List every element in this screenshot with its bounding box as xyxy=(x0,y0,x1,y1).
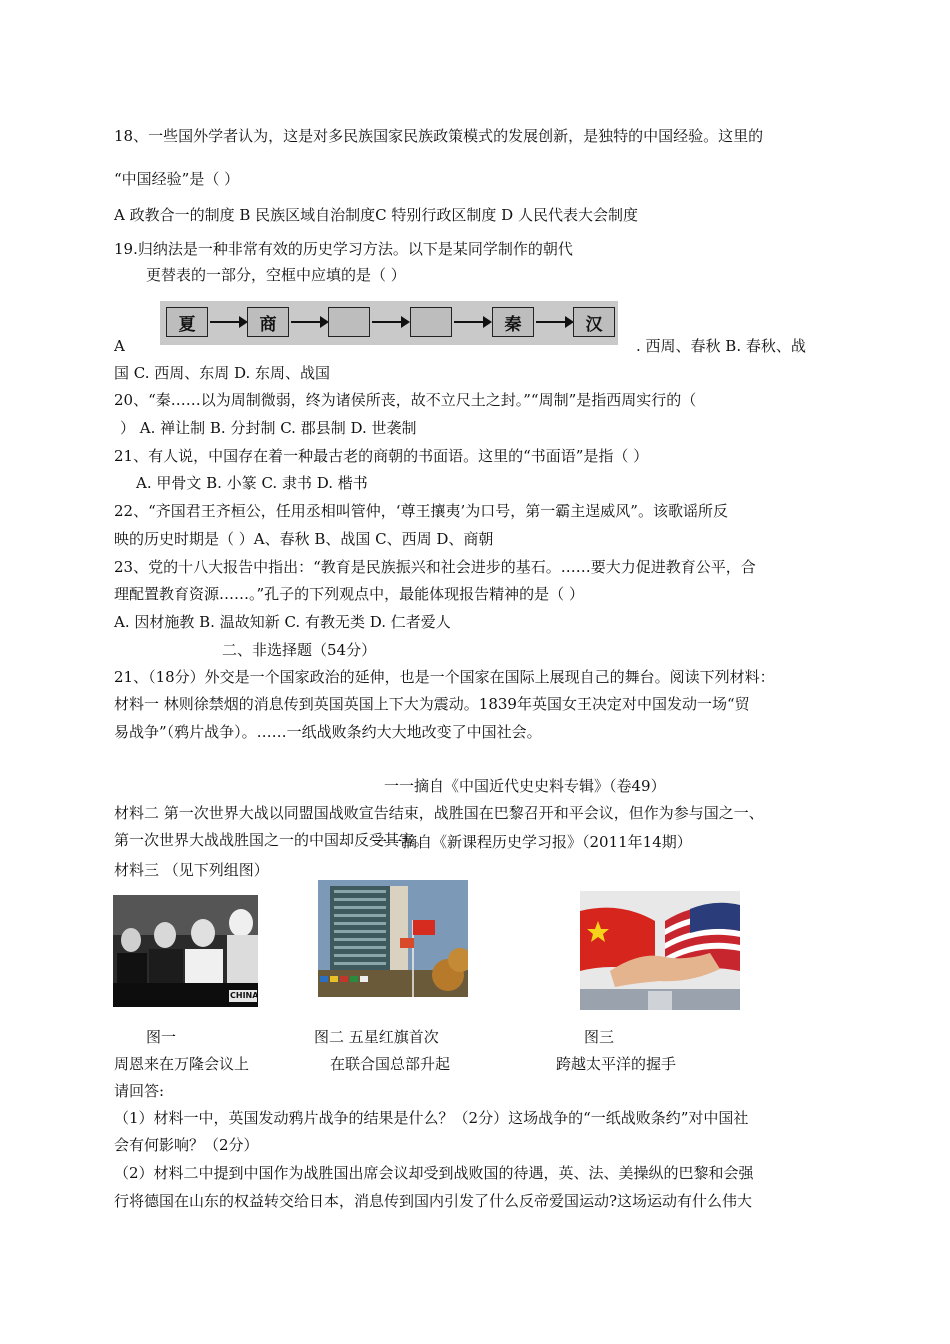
q20-line2: ） A. 禅让制 B. 分封制 C. 郡县制 D. 世袭制 xyxy=(120,419,417,437)
q21a-line2: A. 甲骨文 B. 小篆 C. 隶书 D. 楷书 xyxy=(136,474,368,492)
material1-line2: 易战争”（鸦片战争）。……一纸战败条约大大地改变了中国社会。 xyxy=(114,723,542,741)
q21b-line1: 21、（18分）外交是一个国家政治的延伸，也是一个国家在国际上展现自己的舞台。阅读下列材料： xyxy=(114,668,775,686)
material2-source: 一一摘自《新课程历史学习报》（2011年14期） xyxy=(372,833,692,851)
dynasty-box-blank-2 xyxy=(410,307,452,337)
q23-line2: 理配置教育资源……。”孔子的下列观点中，最能体现报告精神的是（ ） xyxy=(114,585,584,603)
photo-un-illustration xyxy=(318,880,468,997)
q19-option-a: A xyxy=(114,337,125,355)
q19-line4: 国 C. 西周、东周 D. 东周、战国 xyxy=(114,364,331,382)
figure2-number: 图二 五星红旗首次 xyxy=(314,1028,439,1046)
q18-options: A 政教合一的制度 B 民族区域自治制度C 特别行政区制度 D 人民代表大会制度 xyxy=(114,206,638,224)
material2-line2: 第一次世界大战战胜国之一的中国却反受其害。 xyxy=(114,831,430,849)
photo-handshake-illustration xyxy=(580,891,740,1010)
chain-arrow xyxy=(210,321,240,323)
dynasty-box-xia: 夏 xyxy=(166,307,208,337)
photo-un-headquarters xyxy=(318,880,468,997)
figure1-number: 图一 xyxy=(146,1028,177,1046)
chain-arrow xyxy=(291,321,321,323)
material3-label: 材料三 （见下列组图） xyxy=(114,861,269,879)
subquestion1-line1: （1）材料一中，英国发动鸦片战争的结果是什么？（2分）这场战争的“一纸战败条约”对中国社 xyxy=(114,1109,749,1127)
photo-china-placard: CHINA xyxy=(230,991,258,1000)
subquestion2-line1: （2）材料二中提到中国作为战胜国出席会议却受到战败国的待遇，英、法、美操纵的巴黎和会强 xyxy=(114,1164,754,1182)
q19-line1: 19.归纳法是一种非常有效的历史学习方法。以下是某同学制作的朝代 xyxy=(114,240,573,258)
material2-line1: 材料二 第一次世界大战以同盟国战败宣告结束，战胜国在巴黎召开和平会议，但作为参与国之一、 xyxy=(114,804,764,822)
figure1-caption: 周恩来在万隆会议上 xyxy=(114,1055,250,1073)
q22-line2: 映的历史时期是（ ）A、春秋 B、战国 C、西周 D、商朝 xyxy=(114,530,494,548)
dynasty-box-shang: 商 xyxy=(247,307,289,337)
q23-line1: 23、党的十八大报告中指出：“教育是民族振兴和社会进步的基石。……要大力促进教育公平，合 xyxy=(114,558,756,576)
q23-line3: A. 因材施教 B. 温故知新 C. 有教无类 D. 仁者爱人 xyxy=(114,613,451,631)
figure2-caption: 在联合国总部升起 xyxy=(330,1055,451,1073)
photo-handshake xyxy=(580,891,740,1010)
material1-line1: 材料一 林则徐禁烟的消息传到英国英国上下大为震动。1839年英国女王决定对中国发动一场“贸 xyxy=(114,695,750,713)
q22-line1: 22、“齐国君王齐桓公，任用丞相叫管仲，‘尊王攘夷’为口号，第一霸主逞威风”。该歌谣所反 xyxy=(114,502,728,520)
q18-line2: “中国经验”是（ ） xyxy=(114,170,240,188)
chain-arrow xyxy=(536,321,566,323)
q18-line1: 18、一些国外学者认为，这是对多民族国家民族政策模式的发展创新，是独特的中国经验。这里的 xyxy=(114,127,764,145)
q19-line2: 更替表的一部分，空框中应填的是（ ） xyxy=(146,266,406,284)
dynasty-box-han: 汉 xyxy=(573,307,615,337)
figure3-number: 图三 xyxy=(584,1028,615,1046)
subquestion1-line2: 会有何影响？（2分） xyxy=(114,1136,259,1154)
photo-bandung-conference xyxy=(113,895,258,1007)
dynasty-box-blank-1 xyxy=(328,307,370,337)
q19-line3-rest: . 西周、春秋 B. 春秋、战 xyxy=(636,337,806,355)
dynasty-box-qin: 秦 xyxy=(492,307,534,337)
q21a-line1: 21、有人说，中国存在着一种最古老的商朝的书面语。这里的“书面语”是指（ ） xyxy=(114,447,649,465)
section-heading: 二、非选择题（54分） xyxy=(222,641,377,659)
subquestion2-line2: 行将德国在山东的权益转交给日本，消息传到国内引发了什么反帝爱国运动?这场运动有什么伟大 xyxy=(114,1192,753,1210)
material1-source: 一一摘自《中国近代史史料专辑》（卷49） xyxy=(384,777,666,795)
figure3-caption: 跨越太平洋的握手 xyxy=(556,1055,677,1073)
q20-line1: 20、“秦……以为周制微弱，终为诸侯所丧，故不立尺土之封。”“周制”是指西周实行的（ xyxy=(114,391,697,409)
chain-arrow xyxy=(372,321,402,323)
dynasty-chain xyxy=(160,301,618,345)
chain-arrow xyxy=(454,321,484,323)
answer-prompt: 请回答: xyxy=(114,1082,165,1100)
